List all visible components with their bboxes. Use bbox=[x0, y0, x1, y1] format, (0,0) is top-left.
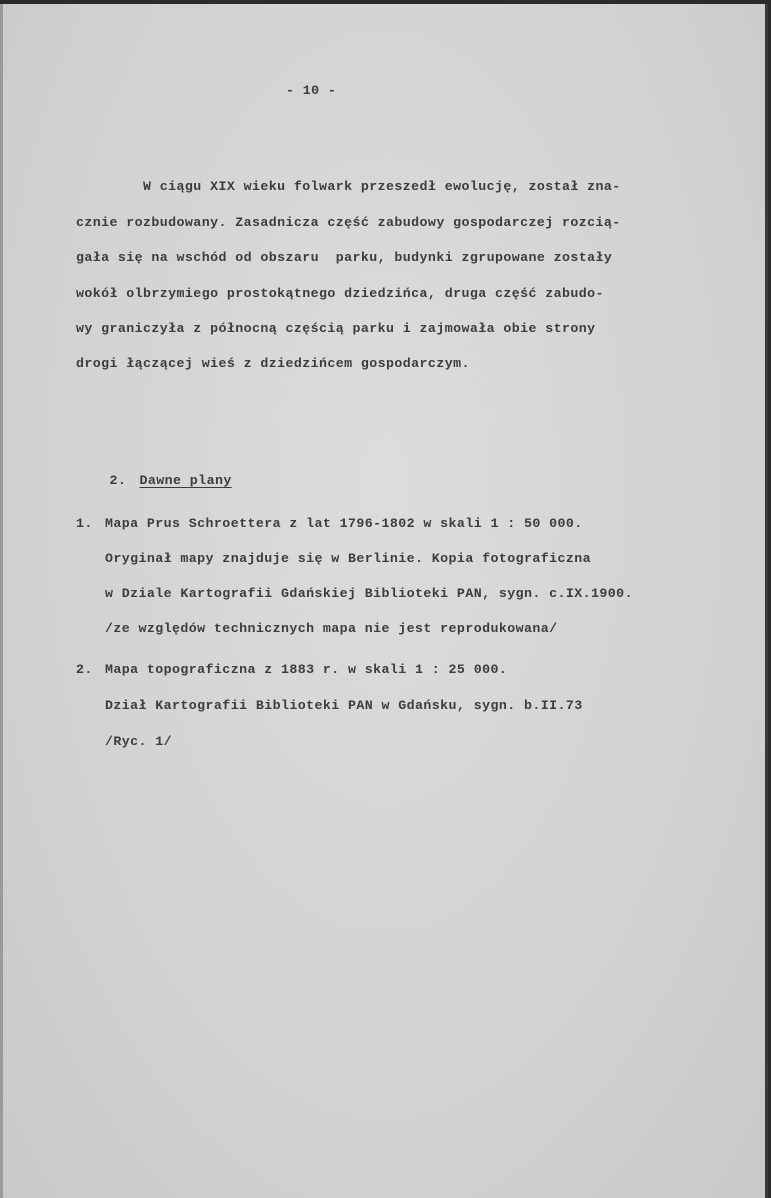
paragraph-line: wy graniczyła z północną częścią parku i zajmowała obie strony bbox=[76, 321, 596, 336]
paragraph-line: gała się na wschód od obszaru parku, budynki zgrupowane zostały bbox=[76, 250, 613, 265]
paragraph-line: cznie rozbudowany. Zasadnicza część zabudowy gospodarczej rozcią- bbox=[76, 215, 621, 230]
list-item-number: 2. bbox=[76, 662, 93, 677]
list-item-line: Dział Kartografii Biblioteki PAN w Gdańsku, sygn. b.II.73 bbox=[105, 698, 583, 713]
page-number: - 10 - bbox=[286, 83, 337, 98]
list-item-number: 1. bbox=[76, 516, 93, 531]
section-title: Dawne plany bbox=[139, 473, 232, 489]
list-item-line: Oryginał mapy znajduje się w Berlinie. Kopia fotograficzna bbox=[105, 551, 592, 566]
list-item-line: Mapa Prus Schroettera z lat 1796-1802 w skali 1 : 50 000. bbox=[105, 516, 583, 531]
list-item-line: /Ryc. 1/ bbox=[105, 734, 173, 749]
paragraph-line: drogi łączącej wieś z dziedzińcem gospodarczym. bbox=[76, 356, 470, 371]
section-heading bbox=[76, 461, 232, 501]
paragraph-line: W ciągu XIX wieku folwark przeszedł ewolucję, został zna- bbox=[76, 179, 621, 194]
list-item-line: Mapa topograficzna z 1883 r. w skali 1 : 25 000. bbox=[105, 662, 508, 677]
paragraph-line: wokół olbrzymiego prostokątnego dziedzińca, druga część zabudo- bbox=[76, 286, 604, 301]
page-edge bbox=[0, 4, 3, 1198]
list-item-line: /ze względów technicznych mapa nie jest reprodukowana/ bbox=[105, 621, 558, 636]
section-number: 2. bbox=[109, 473, 127, 489]
document-page bbox=[0, 4, 768, 1198]
list-item-line: w Dziale Kartografii Gdańskiej Biblioteki PAN, sygn. c.IX.1900. bbox=[105, 586, 633, 601]
